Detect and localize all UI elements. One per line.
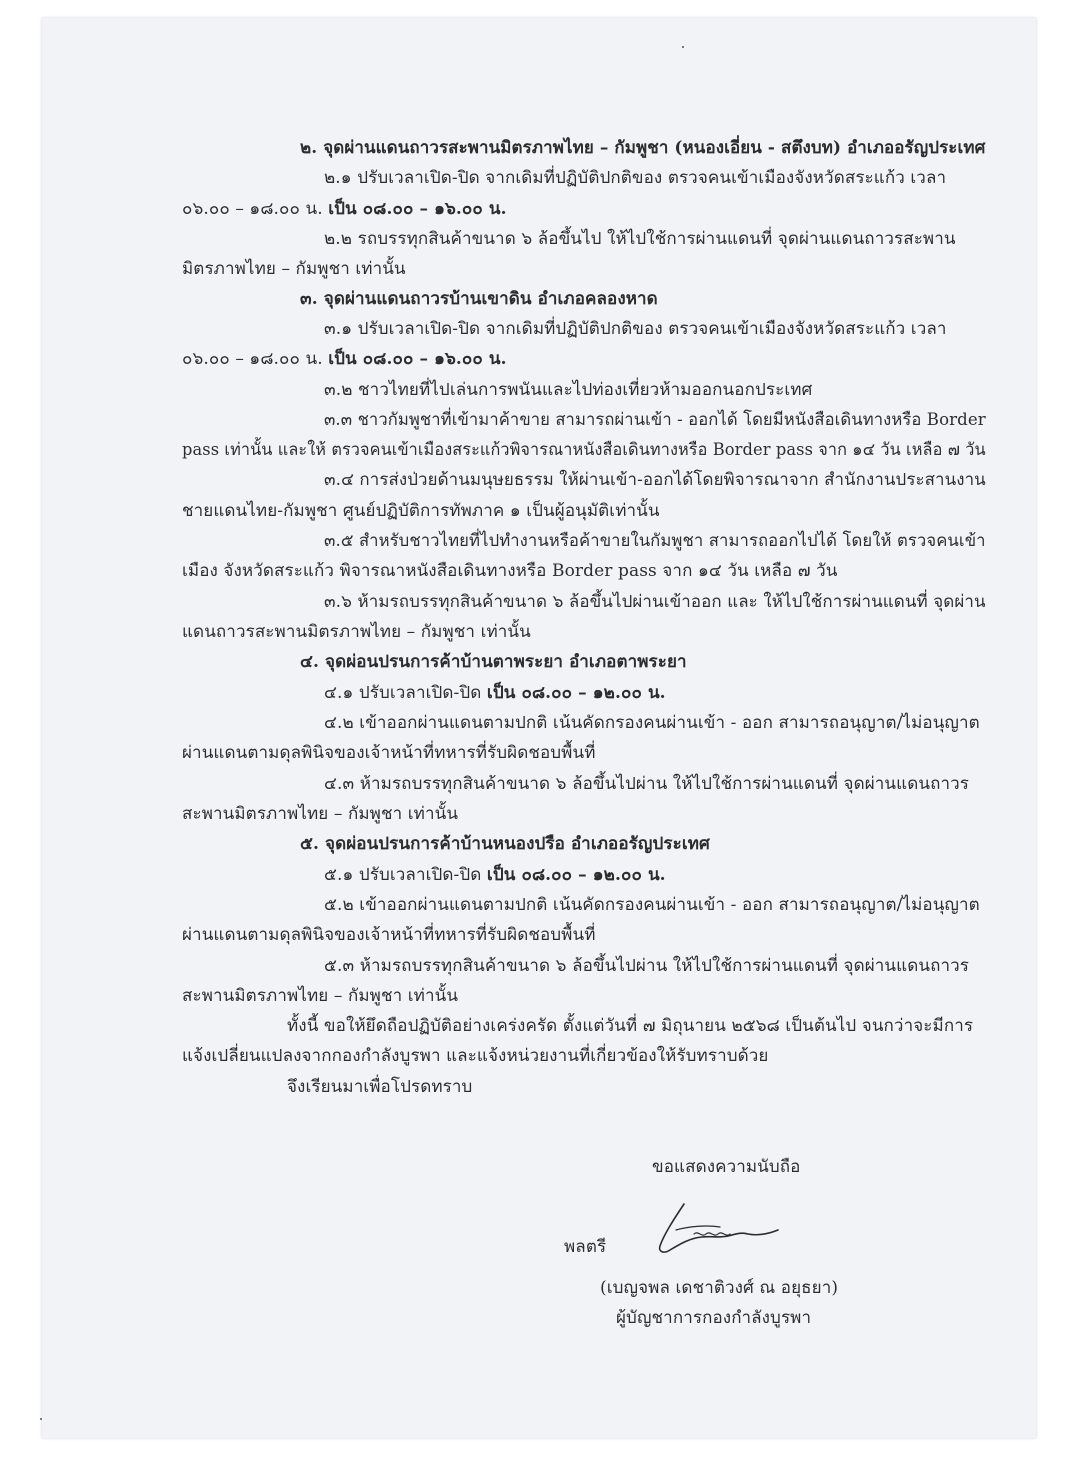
paragraph-line: ๓.๑ ปรับเวลาเปิด-ปิด จากเดิมที่ปฏิบัติปกติของ ตรวจคนเข้าเมืองจังหวัดสระแก้ว เวลา <box>324 319 947 339</box>
paragraph-line <box>182 348 507 370</box>
signer-name: (เบญจพล เดชาติวงศ์ ณ อยุธยา) <box>600 1278 839 1298</box>
paragraph-line: ผ่านแดนตามดุลพินิจของเจ้าหน้าที่ทหารที่รับผิดชอบพื้นที่ <box>182 743 596 763</box>
time-range-new: เป็น ๐๘.๐๐ – ๑๒.๐๐ น. <box>486 683 666 703</box>
paragraph-line <box>324 682 666 704</box>
paragraph-line: ๒.๒ รถบรรทุกสินค้าขนาด ๖ ล้อขึ้นไป ให้ไปใช้การผ่านแดนที่ จุดผ่านแดนถาวรสะพาน <box>324 229 956 249</box>
item-text: ๕.๑ ปรับเวลาเปิด-ปิด <box>324 865 487 885</box>
time-range-new: เป็น ๐๘.๐๐ – ๑๖.๐๐ น. <box>328 349 507 369</box>
time-range: ๐๖.๐๐ – ๑๘.๐๐ น. <box>182 349 329 369</box>
closing-line: ทั้งนี้ ขอให้ยึดถือปฏิบัติอย่างเคร่งครัด ตั้งแต่วันที่ ๗ มิถุนายน ๒๕๖๘ เป็นต้นไป จนกว่าจะมีการ <box>287 1016 974 1036</box>
paragraph-line: สะพานมิตรภาพไทย – กัมพูชา เท่านั้น <box>182 804 459 824</box>
time-range: ๐๖.๐๐ – ๑๘.๐๐ น. <box>182 199 329 219</box>
time-range-new: เป็น ๐๘.๐๐ – ๑๒.๐๐ น. <box>486 865 666 885</box>
paragraph-line: ๓.๔ การส่งป่วยด้านมนุษยธรรม ให้ผ่านเข้า-ออกได้โดยพิจารณาจาก สำนักงานประสานงาน <box>324 470 986 490</box>
paragraph-line: ๒.๑ ปรับเวลาเปิด-ปิด จากเดิมที่ปฏิบัติปกติของ ตรวจคนเข้าเมืองจังหวัดสระแก้ว เวลา <box>324 168 947 188</box>
paragraph-line: มิตรภาพไทย – กัมพูชา เท่านั้น <box>182 259 406 279</box>
paragraph-line: ๕.๒ เข้าออกผ่านแดนตามปกติ เน้นคัดกรองคนผ่านเข้า - ออก สามารถอนุญาต/ไม่อนุญาต <box>324 895 980 915</box>
regards-text: ขอแสดงความนับถือ <box>652 1157 801 1177</box>
paragraph-line: ๓.๕ สำหรับชาวไทยที่ไปทำงานหรือค้าขายในกัมพูชา สามารถออกไปได้ โดยให้ ตรวจคนเข้า <box>324 531 986 551</box>
closing-line: จึงเรียนมาเพื่อโปรดทราบ <box>287 1077 473 1097</box>
paragraph-line: ๔.๓ ห้ามรถบรรทุกสินค้าขนาด ๖ ล้อขึ้นไปผ่าน ให้ไปใช้การผ่านแดนที่ จุดผ่านแดนถาวร <box>324 774 969 794</box>
time-range-new: เป็น ๐๘.๐๐ – ๑๖.๐๐ น. <box>328 199 507 219</box>
paragraph-line: ๓.๒ ชาวไทยที่ไปเล่นการพนันและไปท่องเที่ยวห้ามออกนอกประเทศ <box>324 380 813 400</box>
section-heading: ๔. จุดผ่อนปรนการค้าบ้านตาพระยา อำเภอตาพระยา <box>300 652 687 672</box>
paragraph-line: ๓.๓ ชาวกัมพูชาที่เข้ามาค้าขาย สามารถผ่านเข้า - ออกได้ โดยมีหนังสือเดินทางหรือ Border <box>324 410 986 430</box>
paragraph-line: ๓.๖ ห้ามรถบรรทุกสินค้าขนาด ๖ ล้อขึ้นไปผ่านเข้าออก และ ให้ไปใช้การผ่านแดนที่ จุดผ่าน <box>324 592 986 612</box>
paragraph-line: ๔.๒ เข้าออกผ่านแดนตามปกติ เน้นคัดกรองคนผ่านเข้า - ออก สามารถอนุญาต/ไม่อนุญาต <box>324 713 980 733</box>
paragraph-line: เมือง จังหวัดสระแก้ว พิจารณาหนังสือเดินทางหรือ Border pass จาก ๑๔ วัน เหลือ ๗ วัน <box>182 561 838 581</box>
paper-speck <box>40 1418 42 1420</box>
paragraph-line: pass เท่านั้น และให้ ตรวจคนเข้าเมืองสระแก้วพิจารณาหนังสือเดินทางหรือ Border pass จาก ๑๔ วัน เหลือ ๗ วัน <box>182 440 986 460</box>
closing-line: แจ้งเปลี่ยนแปลงจากกองกำลังบูรพา และแจ้งหน่วยงานที่เกี่ยวข้องให้รับทราบด้วย <box>182 1046 769 1066</box>
paper-speck <box>682 46 684 48</box>
paragraph-line: ผ่านแดนตามดุลพินิจของเจ้าหน้าที่ทหารที่รับผิดชอบพื้นที่ <box>182 925 596 945</box>
rank-text: พลตรี <box>564 1237 607 1257</box>
paragraph-line: ๕.๓ ห้ามรถบรรทุกสินค้าขนาด ๖ ล้อขึ้นไปผ่าน ให้ไปใช้การผ่านแดนที่ จุดผ่านแดนถาวร <box>324 956 969 976</box>
paragraph-line <box>324 864 666 886</box>
document-body <box>42 18 1036 1438</box>
paragraph-line: แดนถาวรสะพานมิตรภาพไทย – กัมพูชา เท่านั้น <box>182 622 531 642</box>
paragraph-line: ชายแดนไทย-กัมพูชา ศูนย์ปฏิบัติการทัพภาค ๑ เป็นผู้อนุมัติเท่านั้น <box>182 501 660 521</box>
section-heading: ๓. จุดผ่านแดนถาวรบ้านเขาดิน อำเภอคลองหาด <box>300 289 658 309</box>
handwritten-signature <box>650 1194 790 1264</box>
section-heading: ๕. จุดผ่อนปรนการค้าบ้านหนองปรือ อำเภออรัญประเทศ <box>300 834 710 854</box>
item-text: ๔.๑ ปรับเวลาเปิด-ปิด <box>324 683 487 703</box>
section-heading: ๒. จุดผ่านแดนถาวรสะพานมิตรภาพไทย – กัมพูชา (หนองเอี่ยน - สตึงบท) อำเภออรัญประเทศ <box>300 138 986 158</box>
signer-position: ผู้บัญชาการกองกำลังบูรพา <box>616 1308 812 1328</box>
paragraph-line <box>182 198 507 220</box>
paragraph-line: สะพานมิตรภาพไทย – กัมพูชา เท่านั้น <box>182 986 459 1006</box>
